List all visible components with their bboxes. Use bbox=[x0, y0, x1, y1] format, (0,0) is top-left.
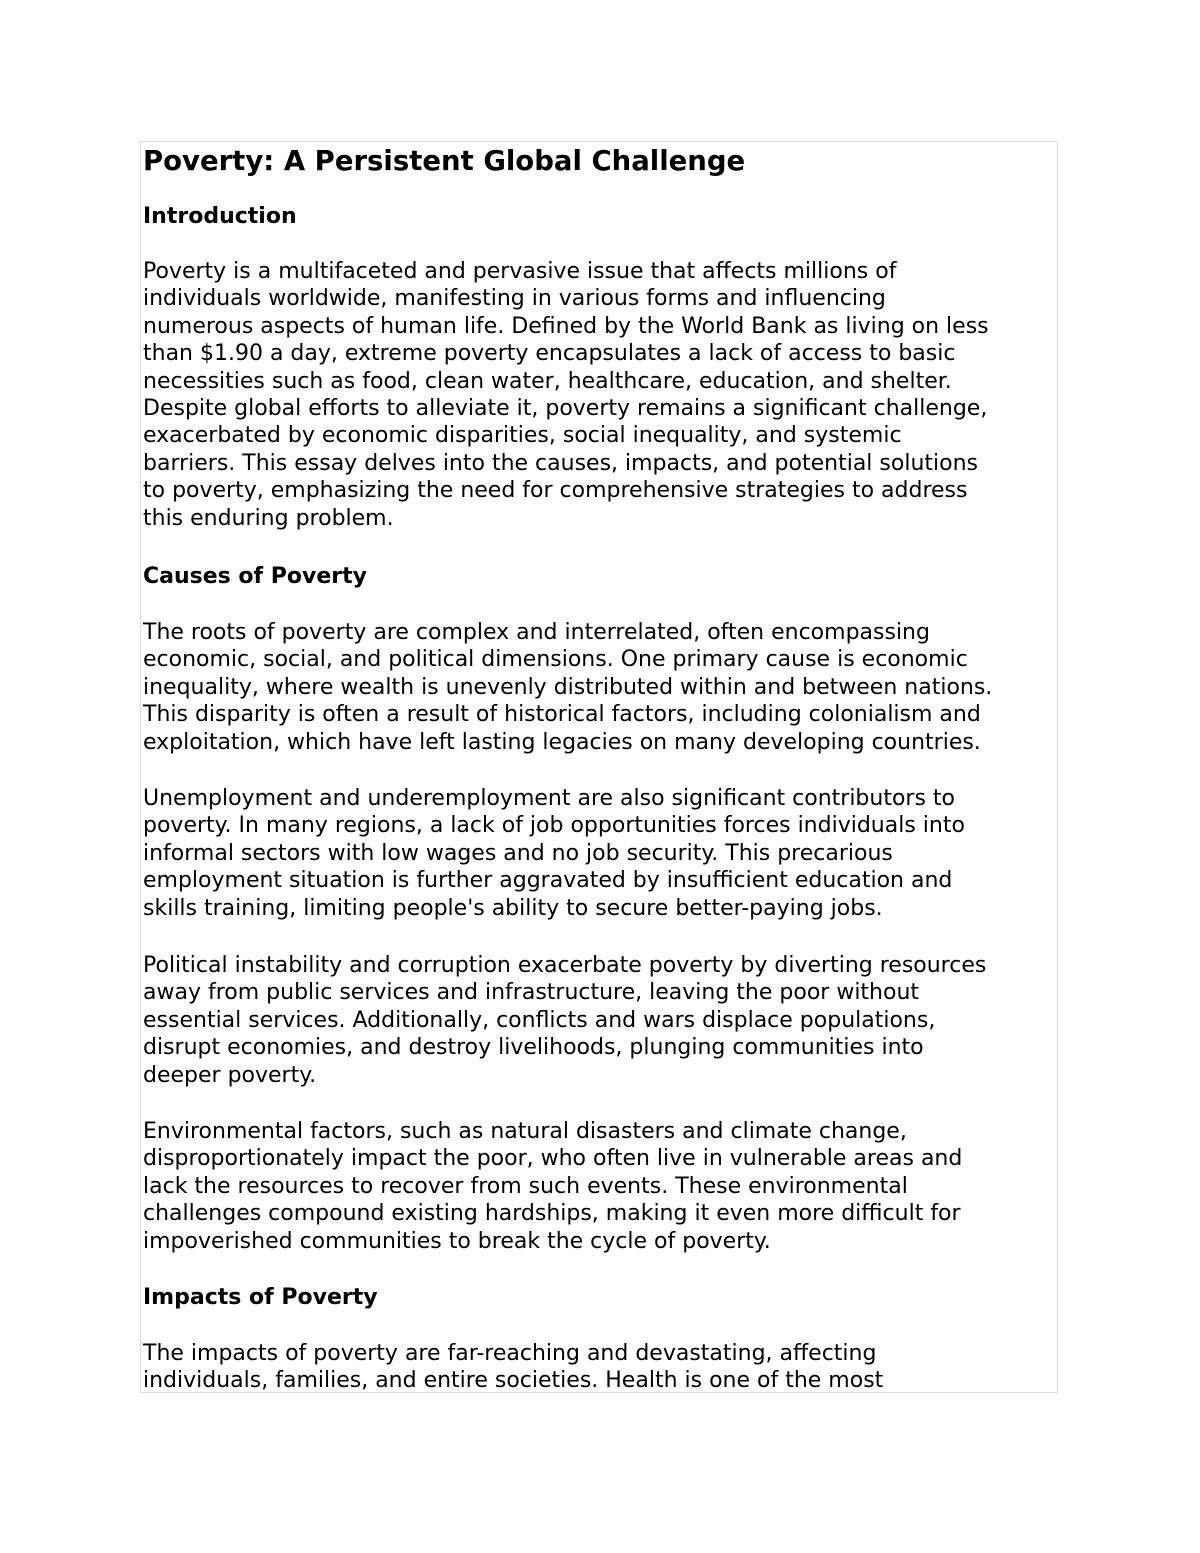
section-heading-introduction: Introduction bbox=[143, 204, 297, 229]
paragraph bbox=[143, 952, 986, 1089]
text-line: impoverished communities to break the cycle of poverty. bbox=[143, 1228, 771, 1254]
text-line: necessities such as food, clean water, healthcare, education, and shelter. bbox=[143, 368, 952, 394]
paragraph bbox=[143, 1340, 883, 1393]
document-page bbox=[140, 141, 1058, 1393]
text-line: inequality, where wealth is unevenly distributed within and between nations. bbox=[143, 674, 993, 700]
text-line: informal sectors with low wages and no job security. This precarious bbox=[143, 840, 893, 866]
text-line: economic, social, and political dimensions. One primary cause is economic bbox=[143, 647, 968, 673]
text-line: Unemployment and underemployment are also significant contributors to bbox=[143, 786, 956, 811]
document-title: Poverty: A Persistent Global Challenge bbox=[143, 145, 746, 177]
text-line: exacerbated by economic disparities, social inequality, and systemic bbox=[143, 423, 902, 449]
text-line: exploitation, which have left lasting legacies on many developing countries. bbox=[143, 729, 981, 755]
text-line: essential services. Additionally, conflicts and wars displace populations, bbox=[143, 1007, 936, 1033]
text-line: This disparity is often a result of historical factors, including colonialism and bbox=[143, 702, 981, 728]
text-line: employment situation is further aggravated by insufficient education and bbox=[143, 868, 953, 894]
paragraph bbox=[143, 1118, 962, 1255]
text-line: barriers. This essay delves into the causes, impacts, and potential solutions bbox=[143, 450, 978, 476]
text-line: Environmental factors, such as natural disasters and climate change, bbox=[143, 1119, 907, 1144]
text-line: than $1.90 a day, extreme poverty encapsulates a lack of access to basic bbox=[143, 341, 956, 367]
text-line: challenges compound existing hardships, making it even more difficult for bbox=[143, 1201, 961, 1227]
text-line: The impacts of poverty are far-reaching and devastating, affecting bbox=[143, 1341, 877, 1366]
text-line: Political instability and corruption exacerbate poverty by diverting resources bbox=[143, 953, 987, 978]
section-heading-causes: Causes of Poverty bbox=[143, 564, 367, 589]
text-line: numerous aspects of human life. Defined by the World Bank as living on less bbox=[143, 313, 989, 339]
text-line: poverty. In many regions, a lack of job opportunities forces individuals into bbox=[143, 813, 965, 839]
text-line: to poverty, emphasizing the need for comprehensive strategies to address bbox=[143, 478, 968, 504]
text-line: skills training, limiting people's ability to secure better-paying jobs. bbox=[143, 895, 883, 921]
text-line: away from public services and infrastructure, leaving the poor without bbox=[143, 980, 920, 1006]
text-line: deeper poverty. bbox=[143, 1062, 317, 1088]
paragraph bbox=[143, 785, 965, 922]
text-line: individuals worldwide, manifesting in various forms and influencing bbox=[143, 286, 886, 312]
text-line: lack the resources to recover from such events. These environmental bbox=[143, 1173, 908, 1199]
text-line: Poverty is a multifaceted and pervasive issue that affects millions of bbox=[143, 259, 897, 284]
paragraph bbox=[143, 258, 989, 532]
paragraph bbox=[143, 619, 992, 756]
section-heading-impacts: Impacts of Poverty bbox=[143, 1285, 378, 1310]
text-line: disrupt economies, and destroy livelihoods, plunging communities into bbox=[143, 1035, 924, 1061]
text-line: this enduring problem. bbox=[143, 505, 394, 531]
text-line: disproportionately impact the poor, who often live in vulnerable areas and bbox=[143, 1146, 963, 1172]
text-line: individuals, families, and entire societies. Health is one of the most bbox=[143, 1368, 884, 1393]
text-line: Despite global efforts to alleviate it, poverty remains a significant challenge, bbox=[143, 396, 988, 422]
text-line: The roots of poverty are complex and interrelated, often encompassing bbox=[143, 620, 930, 645]
